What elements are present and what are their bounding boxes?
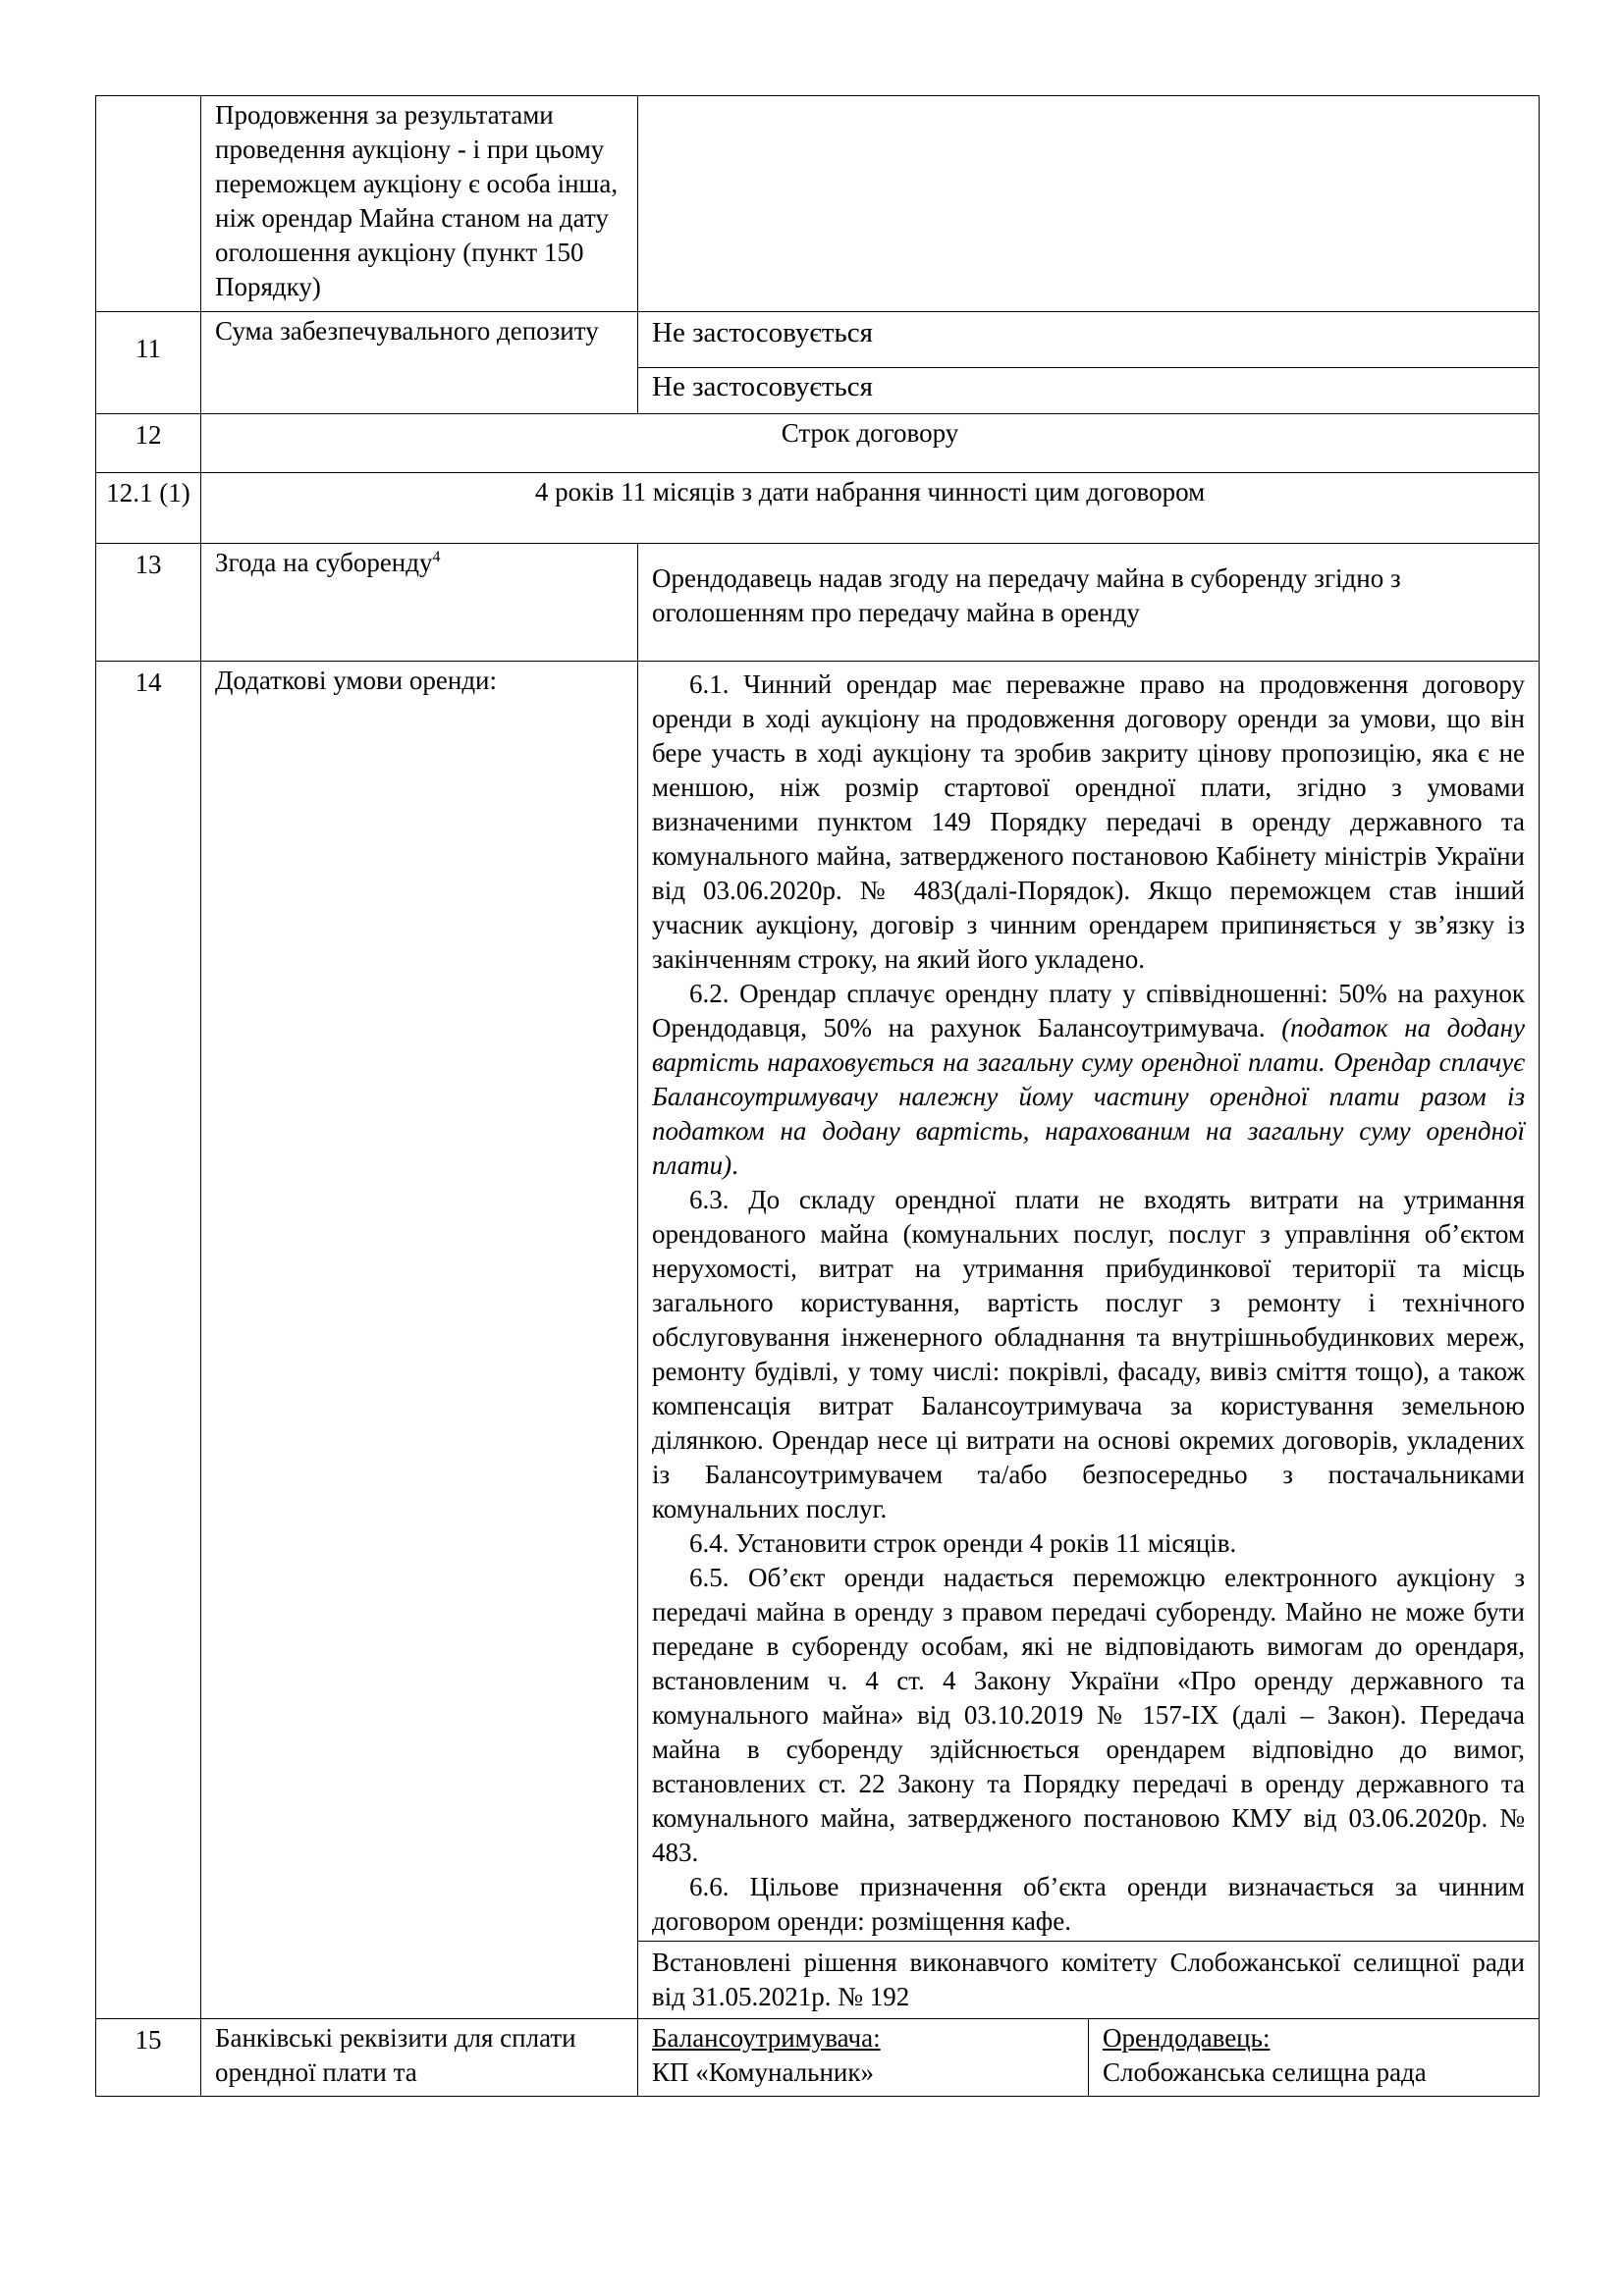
term-6-2-text: 6.2. Орендар сплачує орендну плату у співвідношенні: 50% на рахунок Орендодавця, 50% на рахунок Балансоутримувача. <box>652 979 1525 1042</box>
extension-label: Продовження за результатами проведення аукціону - і при цьому переможцем аукціону є особа інша, ніж орендар Майна станом на дату оголошення аукціону (пункт 150 Порядку) <box>215 100 619 301</box>
term-title-cell <box>201 414 1540 473</box>
deposit-value-2 <box>638 368 1540 414</box>
row-number-cell <box>96 2019 201 2097</box>
additional-terms-label: Додаткові умови оренди: <box>215 666 498 695</box>
row-sublease <box>96 544 1540 662</box>
row-number-cell <box>96 662 201 2019</box>
deposit-value-text: Не застосовується <box>652 371 873 402</box>
bank-details-label: Банківські реквізити для сплати орендної плати та <box>215 2023 576 2087</box>
sublease-label: Згода на суборенду <box>215 548 433 577</box>
row-number: 15 <box>135 2025 162 2055</box>
row-term <box>96 473 1540 544</box>
decision-text: Встановлені рішення виконавчого комітету Слобожанської селищної ради від 31.05.2021р. № 192 <box>652 1948 1525 2011</box>
balance-holder-heading: Балансоутримувача: <box>652 2023 881 2053</box>
sublease-value-cell <box>638 544 1540 662</box>
deposit-value-text: Не застосовується <box>652 317 873 348</box>
row-deposit <box>96 312 1540 368</box>
row-number-cell <box>96 312 201 414</box>
row-additional-terms <box>96 662 1540 1942</box>
row-bank-details <box>96 2019 1540 2097</box>
term-6-2-end: . <box>731 1150 738 1180</box>
term-6-2 <box>652 977 1525 1183</box>
term-6-5: 6.5. Об’єкт оренди надається переможцю електронного аукціону з передачі майна в оренду з правом передачі суборенду. Майно не може бути передане в суборенду особам, які не відповідають вимогам до орендаря, встановленим ч. 4 ст. 4 Закону України «Про оренду державного та комунального майна» від 03.10.2019 № 157-IX (далі – Закон). Передача майна в суборенду здійснюється орендарем відповідно до вимог, встановлених ст. 22 Закону та Порядку передачі в оренду державного та комунального майна, затвердженого постановою КМУ від 03.06.2020р. № 483. <box>652 1563 1525 1867</box>
balance-holder-name: КП «Комунальник» <box>652 2057 874 2087</box>
row-label-cell <box>201 96 638 312</box>
sublease-value: Орендодавець надав згоду на передачу майна в суборенду згідно з оголошенням про передачу майна в оренду <box>652 563 1401 627</box>
row-number-cell <box>96 96 201 312</box>
row-label-cell <box>201 312 638 414</box>
term-6-3: 6.3. До складу орендної плати не входять витрати на утримання орендованого майна (комунальних послуг, послуг з управління об’єктом нерухомості, витрат на утримання прибудинкової території та місць загального користування, вартість послуг з ремонту і технічного обслуговування інженерного обладнання та внутрішньобудинкових мереж, ремонту будівлі, у тому числі: покрівлі, фасаду, вивіз сміття тощо), а також компенсація витрат Балансоутримувача за користування земельною ділянкою. Орендар несе ці витрати на основі окремих договорів, укладених із Балансоутримувачем та/або безпосередньо з постачальниками комунальних послуг. <box>652 1185 1525 1523</box>
row-number-cell <box>96 414 201 473</box>
row-value-cell <box>638 96 1540 312</box>
row-number: 14 <box>135 667 162 697</box>
row-label-cell <box>201 2019 638 2097</box>
row-number: 12.1 (1) <box>106 478 190 507</box>
term-6-4: 6.4. Установити строк оренди 4 років 11 місяців. <box>689 1528 1237 1558</box>
term-6-6: 6.6. Цільове призначення об’єкта оренди визначається за чинним договором оренди: розміщення кафе. <box>652 1872 1525 1936</box>
term-value: 4 років 11 місяців з дати набрання чинності цим договором <box>534 477 1206 507</box>
row-number-cell <box>96 473 201 544</box>
row-number-cell <box>96 544 201 662</box>
lessor-cell <box>1089 2019 1540 2097</box>
deposit-label: Сума забезпечувального депозиту <box>215 316 599 346</box>
row-label-cell <box>201 662 638 2019</box>
row-number: 11 <box>135 334 161 363</box>
term-title: Строк договору <box>781 418 959 448</box>
lessor-name: Слобожанська селищна рада <box>1103 2057 1427 2087</box>
decision-cell <box>638 1942 1540 2019</box>
balance-holder-cell <box>638 2019 1089 2097</box>
footnote-marker: 4 <box>432 549 441 565</box>
row-number: 12 <box>135 420 162 450</box>
term-6-1: 6.1. Чинний орендар має переважне право на продовження договору оренди в ході аукціону на продовження договору оренди за умови, що він бере участь в ході аукціону та зробив закриту цінову пропозицію, яка є не меншою, ніж розмір стартової орендної плати, згідно з умовами визначеними пунктом 149 Порядку передачі в оренду державного та комунального майна, затвердженого постановою Кабінету міністрів України від 03.06.2020р. № 483(далі-Порядок). Якщо переможцем став інший учасник аукціону, договір з чинним орендарем припиняється у зв’язку із закінченням строку, на який його укладено. <box>652 669 1525 974</box>
conditions-table <box>95 95 1540 2097</box>
row-number: 13 <box>135 550 162 579</box>
row-term-header <box>96 414 1540 473</box>
row-label-cell <box>201 544 638 662</box>
deposit-value-1 <box>638 312 1540 368</box>
additional-terms-cell <box>638 662 1540 1942</box>
row-extension <box>96 96 1540 312</box>
lessor-heading: Орендодавець: <box>1103 2023 1271 2053</box>
term-6-2-italic: (податок на додану вартість нараховується на загальну суму орендної плати. Орендар сплачує Балансоутримувачу належну йому частину орендної плати разом із податком на додану вартість, нарахованим на загальну суму орендної плати) <box>652 1013 1525 1180</box>
term-value-cell <box>201 473 1540 544</box>
